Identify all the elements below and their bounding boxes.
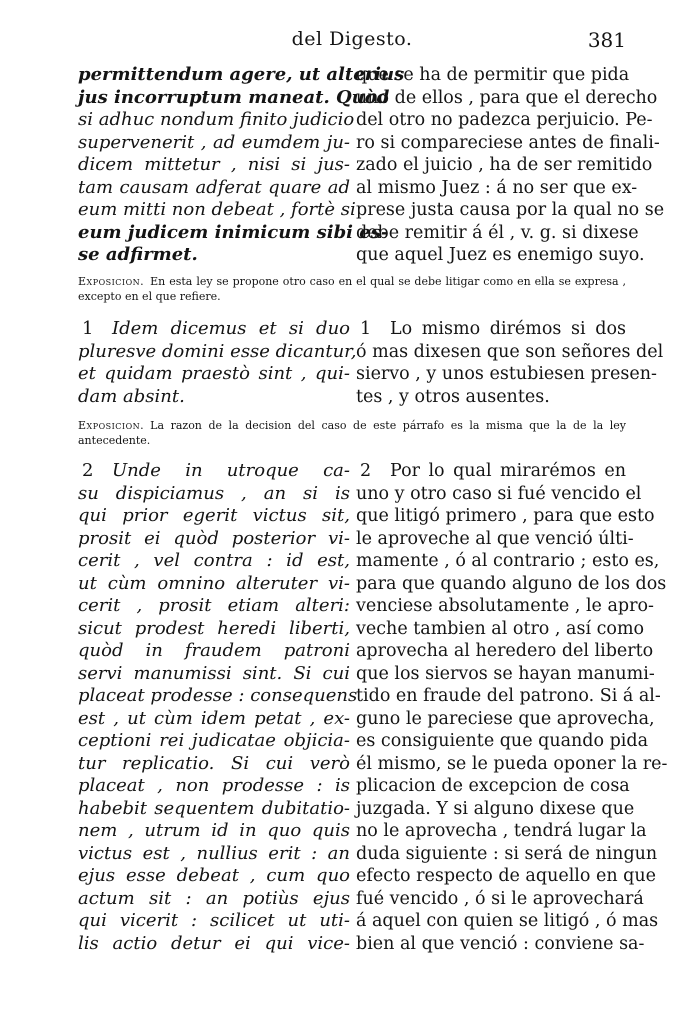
latin-line: placeat prodesse : consequens [78, 685, 358, 706]
spanish-first-line [356, 460, 626, 483]
spanish-line: debe remitir á él , v. g. si dixese [356, 222, 639, 243]
latin-line: nem , utrum id in quo quis [78, 820, 350, 841]
latin-line: quòd in fraudem patroni [78, 640, 350, 661]
paragraph-block-3 [78, 460, 668, 960]
exposition-label: Exposicion. [78, 419, 145, 432]
latin-line: et quidam praestò sint , qui- [78, 363, 350, 384]
latin-line: prosit ei quòd posterior vi- [78, 527, 350, 549]
spanish-line: es consiguiente que quando pida [356, 731, 649, 751]
spanish-line: del otro no padezca perjuicio. Pe- [356, 110, 653, 130]
spanish-line: zado el juicio , ha de ser remitido [356, 155, 653, 175]
latin-line: habebit sequentem dubitatio- [78, 797, 350, 819]
paragraph-block-2 [78, 318, 664, 410]
exposition-text: En esta ley se propone otro caso en el qual se debe litigar como en ella se expresa , excepto en el que refiere. [78, 275, 626, 303]
spanish-column-3 [356, 460, 668, 955]
latin-line: jus incorruptum maneat. Quòd [78, 86, 390, 108]
latin-line: eum mitti non debeat , fortè si [78, 199, 356, 220]
spanish-line: que litigó primero , para que esto [356, 506, 655, 526]
latin-column-1 [78, 64, 405, 267]
spanish-line: aprovecha al heredero del liberto [356, 641, 654, 661]
spanish-line: que se ha de permitir que pida [356, 65, 630, 85]
spanish-line: ó mas dixesen que son señores del [356, 341, 664, 362]
spanish-line: no le aprovecha , tendrá lugar la [356, 821, 647, 841]
spanish-line-text: Por lo qual mirarémos en [390, 461, 626, 481]
latin-column-3 [78, 460, 358, 955]
latin-line: pluresve domini esse dicantur, [78, 340, 357, 362]
spanish-line: para que quando alguno de los dos [356, 573, 667, 594]
spanish-line: tes , y otros ausentes. [356, 386, 550, 407]
spanish-line: venciese absolutamente , le apro- [356, 596, 654, 616]
spanish-line: fué vencido , ó si le aprovechará [356, 888, 644, 909]
latin-line: ejus esse debeat , cum quo [78, 865, 350, 886]
latin-column-2 [78, 318, 357, 408]
paragraph-block-1 [78, 64, 665, 269]
latin-line: cerit , vel contra : id est, [78, 550, 350, 571]
latin-line: cerit , prosit etiam alteri: [78, 595, 350, 616]
spanish-line-text: Lo mismo dirémos si dos [390, 319, 626, 339]
spanish-line: uno y otro caso si fué vencido el [356, 483, 642, 504]
latin-line: su dispiciamus , an si is [78, 482, 350, 504]
spanish-column-1 [356, 64, 665, 267]
latin-line: est , ut cùm idem petat , ex- [78, 707, 350, 729]
spanish-line: guno le pareciese que aprovecha, [356, 708, 655, 729]
spanish-column-2 [356, 318, 664, 408]
latin-line: dicem mittetur , nisi si jus- [78, 154, 350, 175]
spanish-line: le aproveche al que venció últi- [356, 528, 634, 549]
spanish-line: uno de ellos , para que el derecho [356, 87, 658, 108]
section-number: 1 [82, 318, 94, 339]
latin-line: tur replicatio. Si cui verò [78, 752, 350, 774]
exposition-label: Exposicion. [78, 275, 145, 288]
spanish-line: ro si compareciese antes de finali- [356, 132, 660, 153]
section-number: 2 [360, 461, 372, 481]
spanish-line: duda siguiente : si será de ningun [356, 843, 658, 864]
section-number: 1 [360, 319, 372, 339]
latin-line: victus est , nullius erit : an [78, 842, 350, 864]
latin-line: qui vicerit : scilicet ut uti- [78, 910, 350, 931]
latin-line: sicut prodest heredi liberti, [78, 617, 350, 639]
latin-line: supervenerit , ad eumdem ju- [78, 131, 350, 153]
latin-line: actum sit : an potiùs ejus [78, 887, 350, 909]
spanish-line: efecto respecto de aquello en que [356, 866, 657, 886]
spanish-line: siervo , y unos estubiesen presen- [356, 364, 657, 384]
spanish-line: mamente , ó al contrario ; esto es, [356, 551, 660, 571]
running-head [78, 28, 626, 56]
latin-line: servi manumissi sint. Si cui [78, 662, 350, 684]
spanish-line: bien al que venció : conviene sa- [356, 933, 645, 954]
spanish-line: él mismo, se le pueda oponer la re- [356, 753, 668, 774]
latin-line: permittendum agere, ut alterius [78, 64, 405, 85]
latin-line-text: Idem dicemus et si duo [112, 318, 350, 339]
latin-line: placeat , non prodesse : is [78, 775, 350, 796]
exposition-text: La razon de la decision del caso de este párrafo es la misma que la de la ley antecedente. [78, 419, 626, 447]
spanish-first-line [356, 318, 626, 341]
latin-line: se adfirmet. [78, 244, 198, 265]
latin-line: qui prior egerit victus sit, [78, 505, 350, 526]
spanish-line: plicacion de excepcion de cosa [356, 776, 630, 796]
spanish-line: que aquel Juez es enemigo suyo. [356, 245, 645, 265]
latin-first-line [78, 318, 350, 341]
running-title: del Digesto. [291, 28, 413, 50]
latin-first-line [78, 460, 350, 483]
latin-line: tam causam adferat quare ad [78, 176, 350, 198]
exposition-note-2 [78, 418, 626, 448]
spanish-line: al mismo Juez : á no ser que ex- [356, 177, 638, 198]
spanish-line: que los siervos se hayan manumi- [356, 663, 655, 684]
latin-line: ceptioni rei judicatae objicia- [78, 730, 350, 751]
exposition-note-1 [78, 274, 626, 304]
latin-line: dam absint. [78, 385, 185, 407]
latin-line: lis actio detur ei qui vice- [78, 932, 350, 954]
latin-line: si adhuc nondum finito judicio [78, 109, 355, 130]
spanish-line: prese justa causa por la qual no se [356, 200, 665, 220]
section-number: 2 [82, 460, 94, 481]
latin-line: ut cùm omnino alteruter vi- [78, 572, 350, 594]
spanish-line: á aquel con quien se litigó , ó mas [356, 911, 659, 931]
latin-line-text: Unde in utroque ca- [112, 460, 350, 481]
page-number: 381 [587, 28, 626, 52]
spanish-line: tido en fraude del patrono. Si á al- [356, 686, 661, 706]
spanish-line: veche tambien al otro , así como [356, 618, 645, 639]
latin-line: eum judicem inimicum sibi es- [78, 221, 389, 243]
spanish-line: juzgada. Y si alguno dixese que [356, 798, 635, 819]
